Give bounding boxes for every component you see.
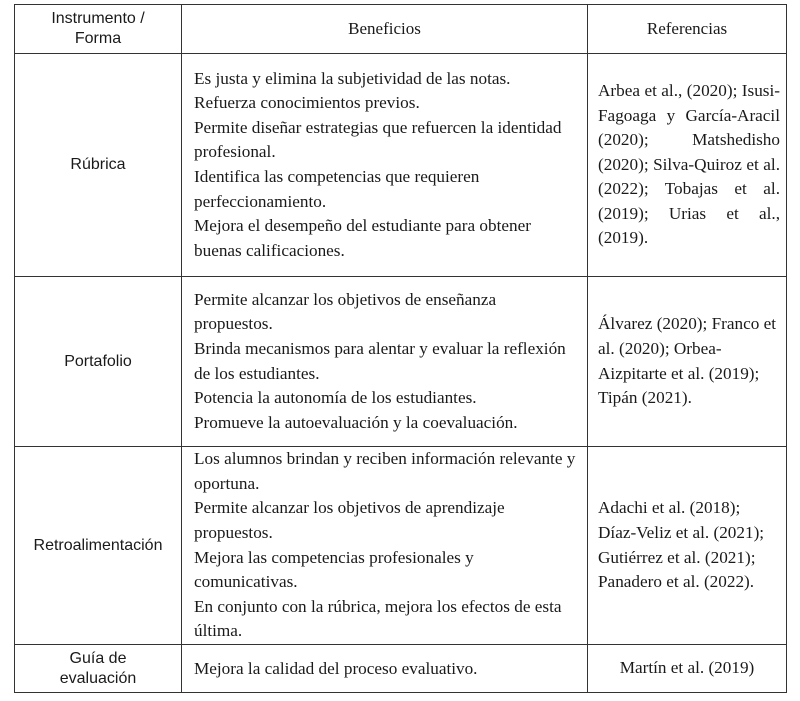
header-cell-instrument	[15, 5, 182, 54]
instrument-label: Retroalimentación	[33, 536, 163, 554]
table-row	[15, 447, 787, 645]
header-instrument: Instrumento / Forma	[51, 10, 145, 47]
header-cell-benefits	[182, 5, 588, 54]
benefits-list	[182, 447, 587, 644]
instrument-label: Portafolio	[64, 352, 132, 370]
instrument-label: Guía de evaluación	[59, 649, 137, 687]
benefits-list	[182, 67, 587, 264]
references-cell	[588, 645, 787, 693]
benefit-item: Brinda mecanismos para alentar y evaluar la reflexión de los estudiantes.	[194, 338, 566, 383]
table-row	[15, 277, 787, 447]
references-text: Adachi et al. (2018); Díaz-Veliz et al. (2021); Gutiérrez et al. (2021); Panadero et al. (2022).	[598, 498, 765, 592]
benefit-item: Promueve la autoevaluación y la coevaluación.	[194, 412, 518, 432]
benefit-item: Los alumnos brindan y reciben información relevante y oportuna.	[194, 449, 576, 493]
references-cell	[588, 447, 787, 645]
table-row	[15, 54, 787, 277]
benefits-cell	[182, 645, 588, 693]
benefit-item: Permite alcanzar los objetivos de aprendizaje propuestos.	[194, 498, 505, 542]
instrument-cell	[15, 54, 182, 277]
references-text: Martín et al. (2019)	[619, 658, 755, 678]
table-header-row	[15, 5, 787, 54]
references-cell	[588, 277, 787, 447]
instrument-cell	[15, 447, 182, 645]
benefit-item: Mejora las competencias profesionales y comunicativas.	[194, 547, 474, 592]
benefits-cell	[182, 447, 588, 645]
benefits-cell	[182, 277, 588, 447]
benefit-item: En conjunto con la rúbrica, mejora los efectos de esta última.	[194, 596, 562, 641]
references-text: Álvarez (2020); Franco et al. (2020); Orbea-Aizpitarte et al. (2019); Tipán (2021).	[598, 314, 777, 408]
benefits-list	[182, 658, 587, 680]
benefit-item: Permite alcanzar los objetivos de enseñanza propuestos.	[194, 289, 497, 334]
benefit-item: Es justa y elimina la subjetividad de las notas.	[194, 68, 511, 88]
references-text: Arbea et al., (2020); Isusi-Fagoaga y García-Aracil (2020); Matshedisho (2020); Silva-Quiroz et al. (2022); Tobajas et al. (2019); Urias et al., (2019).	[598, 80, 780, 248]
header-references: Referencias	[646, 19, 728, 38]
benefit-item: Refuerza conocimientos previos.	[194, 93, 420, 113]
benefit-item: Permite diseñar estrategias que refuercen la identidad profesional.	[194, 117, 562, 162]
benefit-item: Identifica las competencias que requieren perfeccionamiento.	[194, 167, 480, 211]
benefits-list	[182, 288, 587, 436]
benefit-item: Potencia la autonomía de los estudiantes.	[194, 388, 477, 408]
instrument-cell	[15, 277, 182, 447]
instrument-label: Rúbrica	[70, 156, 126, 173]
benefit-item: Mejora el desempeño del estudiante para obtener buenas calificaciones.	[194, 216, 531, 260]
benefits-cell	[182, 54, 588, 277]
instrument-cell	[15, 645, 182, 693]
table-row	[15, 645, 787, 693]
header-cell-references	[588, 5, 787, 54]
references-cell	[588, 54, 787, 277]
benefits-table	[14, 4, 787, 693]
header-benefits: Beneficios	[348, 19, 421, 38]
benefit-item: Mejora la calidad del proceso evaluativo.	[194, 658, 478, 678]
